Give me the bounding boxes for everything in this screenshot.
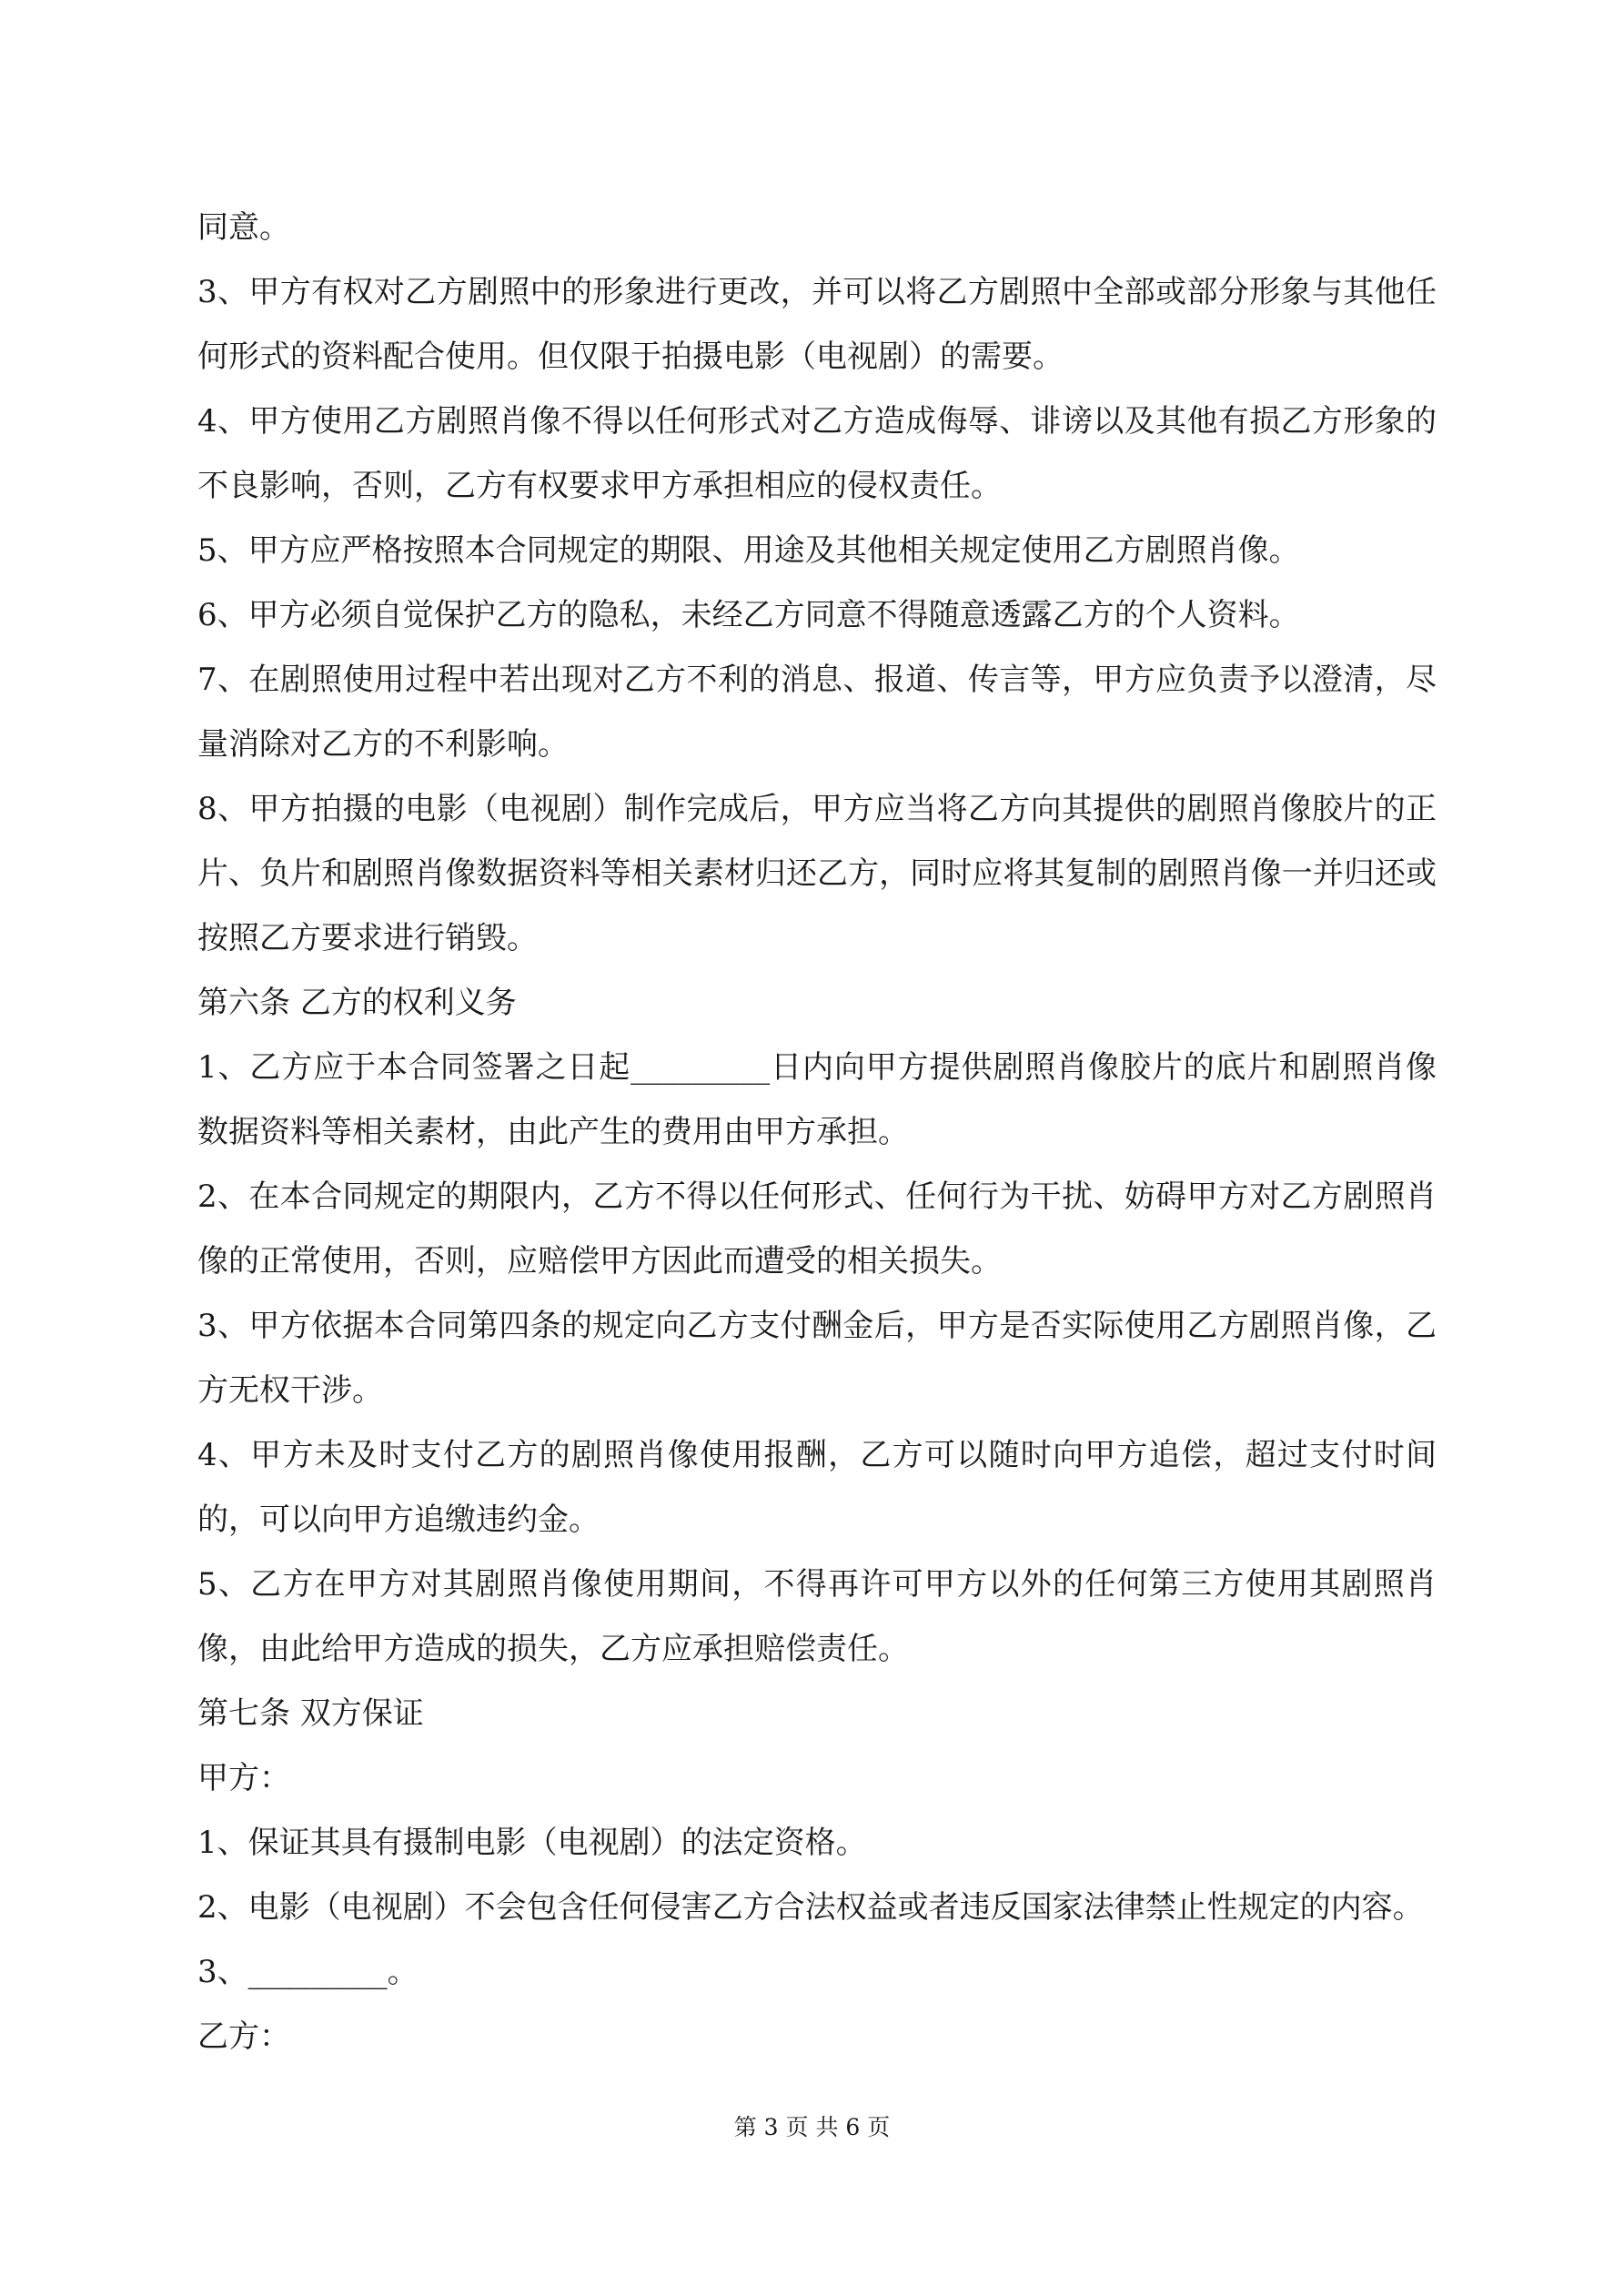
paragraph: 2、在本合同规定的期限内，乙方不得以任何形式、任何行为干扰、妨碍甲方对乙方剧照肖像的正常使用，否则，应赔偿甲方因此而遭受的相关损失。 — [197, 1178, 1437, 1279]
paragraph: 5、甲方应严格按照本合同规定的期限、用途及其他相关规定使用乙方剧照肖像。 — [197, 532, 1300, 569]
party-label: 乙方： — [197, 2018, 290, 2055]
paragraph: 4、甲方未及时支付乙方的剧照肖像使用报酬，乙方可以随时向甲方追偿，超过支付时间的，可以向甲方追缴违约金。 — [197, 1437, 1437, 1538]
paragraph: 7、在剧照使用过程中若出现对乙方不利的消息、报道、传言等，甲方应负责予以澄清，尽量消除对乙方的不利影响。 — [197, 662, 1437, 763]
paragraph: 3、_________。 — [197, 1954, 419, 1990]
section-heading: 第六条 乙方的权利义务 — [197, 985, 517, 1021]
page-footer: 第 3 页 共 6 页 — [733, 2114, 891, 2140]
section-heading: 第七条 双方保证 — [197, 1695, 424, 1732]
paragraph: 5、乙方在甲方对其剧照肖像使用期间，不得再许可甲方以外的任何第三方使用其剧照肖像，由此给甲方造成的损失，乙方应承担赔偿责任。 — [197, 1566, 1437, 1667]
paragraph: 3、甲方有权对乙方剧照中的形象进行更改，并可以将乙方剧照中全部或部分形象与其他任何形式的资料配合使用。但仅限于拍摄电影（电视剧）的需要。 — [197, 274, 1437, 375]
paragraph: 1、乙方应于本合同签署之日起_________日内向甲方提供剧照肖像胶片的底片和剧照肖像数据资料等相关素材，由此产生的费用由甲方承担。 — [197, 1049, 1437, 1150]
paragraph: 3、甲方依据本合同第四条的规定向乙方支付酬金后，甲方是否实际使用乙方剧照肖像，乙方无权干涉。 — [197, 1308, 1437, 1409]
paragraph: 1、保证其具有摄制电影（电视剧）的法定资格。 — [197, 1825, 867, 1861]
party-label: 甲方： — [197, 1760, 290, 1796]
paragraph: 4、甲方使用乙方剧照肖像不得以任何形式对乙方造成侮辱、诽谤以及其他有损乙方形象的不良影响，否则，乙方有权要求甲方承担相应的侵权责任。 — [197, 403, 1437, 504]
paragraph: 同意。 — [197, 209, 290, 246]
paragraph: 6、甲方必须自觉保护乙方的隐私，未经乙方同意不得随意透露乙方的个人资料。 — [197, 597, 1300, 633]
paragraph: 2、电影（电视剧）不会包含任何侵害乙方合法权益或者违反国家法律禁止性规定的内容。 — [197, 1889, 1424, 1926]
paragraph: 8、甲方拍摄的电影（电视剧）制作完成后，甲方应当将乙方向其提供的剧照肖像胶片的正片、负片和剧照肖像数据资料等相关素材归还乙方，同时应将其复制的剧照肖像一并归还或按照乙方要求进行销毁。 — [197, 791, 1437, 956]
document-body — [197, 196, 1437, 2069]
